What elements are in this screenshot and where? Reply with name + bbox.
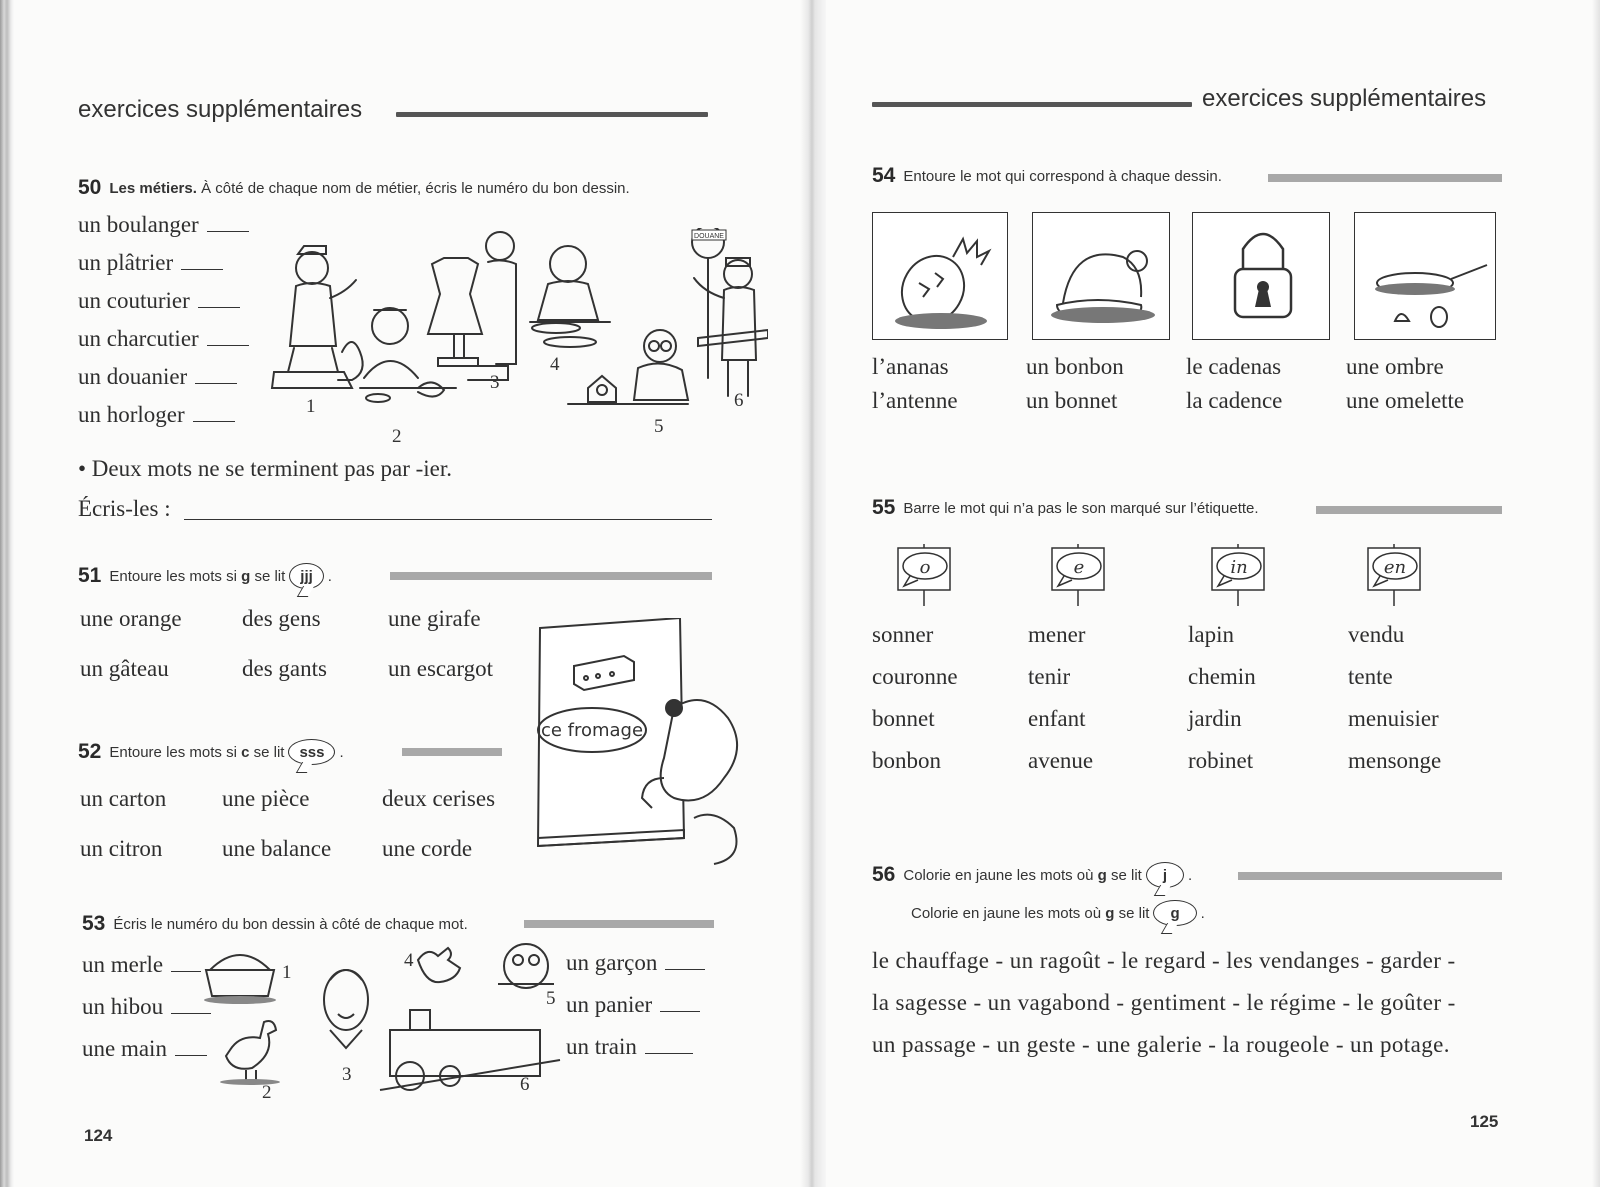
answer-blank[interactable]: [171, 971, 201, 972]
word-list-line[interactable]: le chauffage - un ragoût - le regard - les vendanges - garder -: [872, 948, 1456, 973]
basket-icon: [204, 955, 276, 1004]
word-choice[interactable]: un citron: [80, 836, 163, 861]
left-page-edge: [0, 0, 14, 1187]
header-rule: [872, 102, 1192, 107]
exercise-number: 52: [78, 740, 102, 763]
exercise-55-title: 55 Barre le mot qui n’a pas le son marqué sur l’étiquette.: [872, 496, 1259, 519]
word-choice[interactable]: l’ananas: [872, 354, 949, 379]
word-choice[interactable]: vendu: [1348, 622, 1405, 647]
word-choice[interactable]: lapin: [1188, 622, 1234, 647]
sound-bubble: jjj: [289, 563, 324, 589]
exercise-number: 55: [872, 496, 896, 519]
answer-blank[interactable]: [207, 231, 249, 232]
exercise-bar: [1238, 872, 1502, 880]
word-choice[interactable]: mensonge: [1348, 748, 1442, 773]
job-word: un couturier: [78, 288, 240, 314]
exercise-number: 53: [82, 912, 106, 935]
word-choice[interactable]: une girafe: [388, 606, 481, 631]
word-choice[interactable]: deux cerises: [382, 786, 496, 811]
job-word: un boulanger: [78, 212, 249, 238]
owl-icon: [498, 944, 554, 988]
svg-text:o: o: [919, 557, 931, 578]
bonnet-icon: [1033, 213, 1171, 341]
object-word: un panier: [566, 992, 700, 1018]
word-choice[interactable]: un bonnet: [1026, 388, 1118, 413]
exercise-50-title: [78, 176, 630, 200]
word-choice[interactable]: tenir: [1028, 664, 1071, 689]
word-choice[interactable]: une omelette: [1346, 388, 1465, 413]
hen-icon: [220, 1021, 280, 1085]
figure-number: 5: [654, 416, 664, 437]
word-choice[interactable]: un gâteau: [80, 656, 169, 681]
picture-box: [1354, 212, 1496, 340]
object-word: un garçon: [566, 950, 705, 976]
svg-text:en: en: [1383, 557, 1407, 578]
exercise-number: 56: [872, 863, 896, 886]
answer-blank[interactable]: [207, 345, 249, 346]
word-choice[interactable]: un escargot: [388, 656, 493, 681]
customs-officer-icon: [692, 228, 768, 396]
figure-number: 5: [546, 988, 556, 1009]
sound-bubble: sss: [288, 739, 335, 765]
word-list-line[interactable]: un passage - un geste - une galerie - la rougeole - un potage.: [872, 1032, 1450, 1057]
page-number: 125: [1470, 1112, 1499, 1131]
exercise-52-title: 52 Entoure les mots si c se lit sss .: [78, 740, 344, 763]
job-word: un douanier: [78, 364, 237, 390]
boy-face-icon: [324, 970, 368, 1048]
word-choice[interactable]: robinet: [1188, 748, 1254, 773]
exercise-56-subtitle: Colorie en jaune les mots où g se lit g .: [911, 900, 1205, 926]
figure-number: 3: [490, 372, 500, 393]
pineapple-icon: [873, 213, 1009, 341]
word-choice[interactable]: chemin: [1188, 664, 1256, 689]
answer-blank[interactable]: [645, 1053, 693, 1054]
butcher-icon: [360, 308, 456, 402]
animal-word: un hibou: [82, 994, 211, 1020]
word-choice[interactable]: la cadence: [1186, 388, 1283, 413]
word-choice[interactable]: enfant: [1028, 706, 1086, 731]
job-word: un horloger: [78, 402, 235, 428]
word-choice[interactable]: un bonbon: [1026, 354, 1124, 379]
omelette-pan-icon: [1355, 213, 1497, 341]
exercise-number: 54: [872, 164, 896, 187]
svg-text:ce fromage: ce fromage: [540, 720, 644, 741]
word-choice[interactable]: une balance: [222, 836, 332, 861]
exercise-number: 51: [78, 564, 102, 587]
word-choice[interactable]: bonbon: [872, 748, 941, 773]
answer-blank[interactable]: [195, 383, 237, 384]
jobs-illustration: [268, 228, 768, 448]
word-choice[interactable]: avenue: [1028, 748, 1094, 773]
exercise-instruction: À côté de chaque nom de métier, écris le numéro du bon dessin.: [201, 179, 630, 197]
word-choice[interactable]: sonner: [872, 622, 934, 647]
word-choice[interactable]: une orange: [80, 606, 182, 631]
job-word: un charcutier: [78, 326, 249, 352]
word-choice[interactable]: tente: [1348, 664, 1393, 689]
left-page-header: exercices supplémentaires: [78, 96, 363, 123]
object-word: un train: [566, 1034, 693, 1060]
svg-text:e: e: [1073, 557, 1085, 578]
job-word: un plâtrier: [78, 250, 223, 276]
sound-sign-en: [1364, 544, 1426, 606]
sound-sign-e: [1048, 544, 1110, 606]
figure-number: 4: [550, 354, 560, 375]
sound-bubble: g: [1153, 900, 1196, 926]
exercise-title-bold: Les métiers.: [109, 179, 197, 197]
padlock-icon: [1193, 213, 1331, 341]
sound-bubble: j: [1146, 862, 1184, 888]
word-choice[interactable]: couronne: [872, 664, 958, 689]
figure-number: 2: [392, 426, 402, 447]
word-choice[interactable]: le cadenas: [1186, 354, 1282, 379]
page-number: 124: [84, 1126, 113, 1145]
figure-number: 6: [734, 390, 744, 411]
right-page-edge: [1592, 0, 1600, 1187]
answer-blank[interactable]: [198, 307, 240, 308]
word-choice[interactable]: mener: [1028, 622, 1086, 647]
word-list-line[interactable]: la sagesse - un vagabond - gentiment - le régime - le goûter -: [872, 990, 1456, 1015]
word-choice[interactable]: des gens: [242, 606, 321, 631]
animal-word: un merle: [82, 952, 201, 978]
exercise-number: 50: [78, 176, 102, 199]
exercise-bar: [1316, 506, 1502, 514]
sound-sign-in: [1208, 544, 1270, 606]
word-choice[interactable]: menuisier: [1348, 706, 1439, 731]
clockmaker-icon: [568, 330, 688, 404]
word-choice[interactable]: une corde: [382, 836, 473, 861]
ex53-illustrations: [200, 940, 570, 1100]
exercise-bar: [1268, 174, 1502, 182]
chalkboard-illustration: [534, 618, 764, 868]
sound-sign-o: [894, 544, 956, 606]
word-choice[interactable]: une pièce: [222, 786, 310, 811]
header-rule: [396, 112, 708, 117]
animal-word: une main: [82, 1036, 207, 1062]
word-choice[interactable]: un carton: [80, 786, 167, 811]
plasterer-icon: [272, 246, 363, 388]
picture-box: [1192, 212, 1330, 340]
word-choice[interactable]: bonnet: [872, 706, 935, 731]
figure-number: 1: [306, 396, 316, 417]
word-choice[interactable]: une ombre: [1346, 354, 1444, 379]
figure-number: 4: [404, 950, 414, 971]
word-choice[interactable]: des gants: [242, 656, 327, 681]
svg-text:in: in: [1230, 557, 1248, 578]
train-icon: [380, 1010, 560, 1090]
word-choice[interactable]: jardin: [1188, 706, 1242, 731]
ex50-write-label: Écris-les :: [78, 496, 171, 521]
baker-icon: [530, 246, 610, 347]
exercise-bar: [402, 748, 502, 756]
figure-number: 6: [520, 1074, 530, 1095]
exercise-bar: [390, 572, 712, 580]
picture-box: [872, 212, 1008, 340]
exercise-53-title: 53 Écris le numéro du bon dessin à côté de chaque mot.: [82, 912, 468, 935]
exercise-bar: [524, 920, 714, 928]
answer-blank[interactable]: [665, 969, 705, 970]
svg-text:DOUANE: DOUANE: [694, 233, 724, 240]
picture-box: [1032, 212, 1170, 340]
answer-blank[interactable]: [660, 1011, 700, 1012]
figure-number: 2: [262, 1082, 272, 1103]
answer-line[interactable]: [184, 519, 712, 520]
tailor-icon: [428, 232, 516, 380]
answer-blank[interactable]: [193, 421, 235, 422]
word-choice[interactable]: l’antenne: [872, 388, 958, 413]
ex50-note: • Deux mots ne se terminent pas par -ier.: [78, 456, 453, 481]
exercise-51-title: 51 Entoure les mots si g se lit jjj .: [78, 564, 332, 587]
exercise-54-title: 54 Entoure le mot qui correspond à chaque dessin.: [872, 164, 1222, 187]
hand-icon: [418, 948, 460, 982]
answer-blank[interactable]: [181, 269, 223, 270]
exercise-56-title: 56 Colorie en jaune les mots où g se lit j .: [872, 863, 1193, 886]
right-page-header: exercices supplémentaires: [1202, 85, 1487, 112]
book-gutter: [800, 0, 826, 1187]
figure-number: 3: [342, 1064, 352, 1085]
figure-number: 1: [282, 962, 292, 983]
